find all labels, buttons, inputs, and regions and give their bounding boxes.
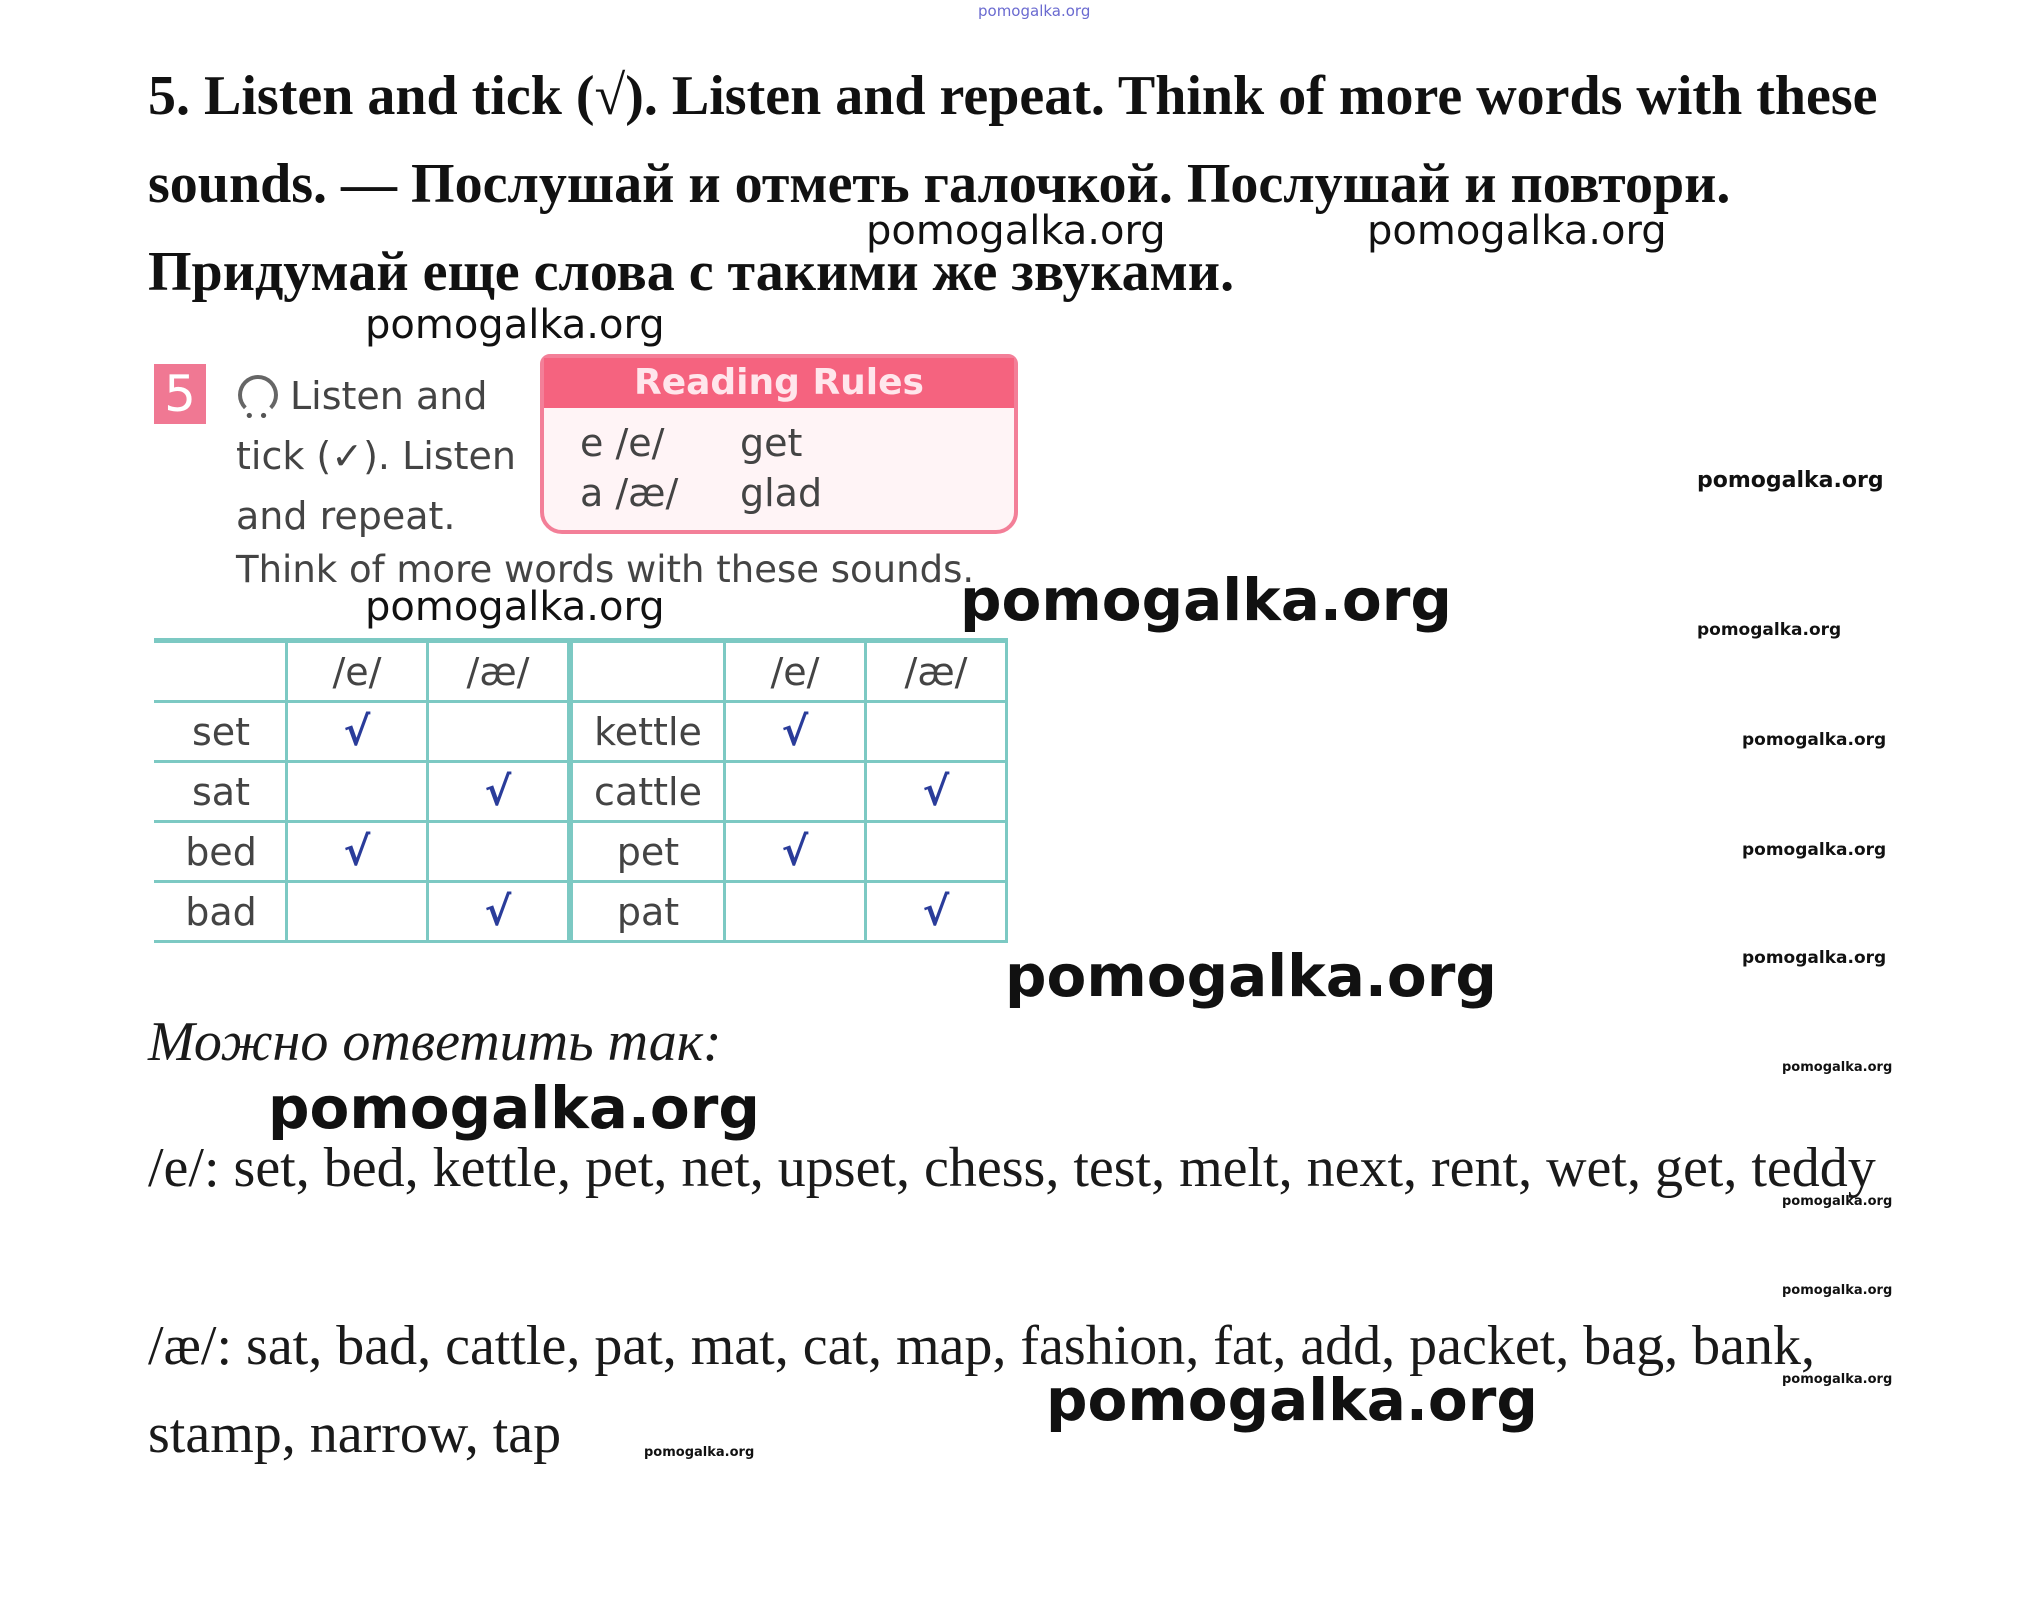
table-row (156, 702, 1007, 762)
tick-mark: √ (781, 828, 809, 875)
table-header: /e/ (725, 641, 866, 702)
instruction-line: tick (✓). Listen (236, 434, 516, 478)
answer-label: Можно ответить так: (148, 1011, 722, 1073)
word-cell: bad (156, 882, 287, 942)
instruction-line: Listen and (290, 374, 488, 418)
tick-cell-ae (866, 882, 1007, 942)
instruction-line: Think of more words with these sounds. (236, 548, 975, 591)
textbook-excerpt (150, 350, 1020, 950)
headphones-icon (236, 373, 276, 413)
table-header: /æ/ (428, 641, 571, 702)
watermark: pomogalka.org (1782, 1060, 1893, 1075)
word-cell: set (156, 702, 287, 762)
watermark: pomogalka.org (960, 566, 1452, 634)
tick-cell-ae (866, 822, 1007, 882)
watermark: pomogalka.org (1782, 1194, 1893, 1209)
phonics-table (154, 638, 1008, 943)
tick-cell-ae (428, 762, 571, 822)
tick-cell-e (287, 762, 428, 822)
tick-mark: √ (922, 888, 950, 935)
watermark: pomogalka.org (1782, 1372, 1893, 1387)
word-cell: cattle (570, 762, 725, 822)
watermark: pomogalka.org (365, 584, 665, 630)
answer-e-sound: /e/: set, bed, kettle, pet, net, upset, chess, test, melt, next, rent, wet, get, teddy (148, 1137, 1876, 1199)
tick-cell-e (725, 822, 866, 882)
tick-mark: √ (484, 888, 512, 935)
word-cell: pat (570, 882, 725, 942)
watermark: pomogalka.org (1697, 620, 1842, 640)
tick-cell-e (725, 702, 866, 762)
tick-mark: √ (484, 768, 512, 815)
tick-cell-ae (428, 822, 571, 882)
tick-cell-e (287, 822, 428, 882)
table-header: /æ/ (866, 641, 1007, 702)
tick-mark: √ (781, 708, 809, 755)
watermark: pomogalka.org (1005, 942, 1497, 1010)
table-row (156, 762, 1007, 822)
watermark: pomogalka.org (1782, 1283, 1893, 1298)
rule-example: get (740, 421, 803, 465)
tick-mark: √ (343, 708, 371, 755)
watermark: pomogalka.org (978, 2, 1091, 20)
watermark: pomogalka.org (1046, 1366, 1538, 1434)
watermark: pomogalka.org (1742, 730, 1887, 750)
table-header: /e/ (287, 641, 428, 702)
word-cell: pet (570, 822, 725, 882)
reading-rules-box (540, 354, 1018, 534)
watermark: pomogalka.org (365, 302, 665, 348)
tick-cell-ae (428, 882, 571, 942)
tick-cell-ae (428, 702, 571, 762)
word-cell: sat (156, 762, 287, 822)
reading-rule (544, 418, 1014, 468)
watermark: pomogalka.org (644, 1445, 755, 1460)
rule-sound: a /æ/ (580, 471, 679, 515)
watermark: pomogalka.org (1697, 468, 1884, 493)
tick-mark: √ (922, 768, 950, 815)
tick-cell-e (287, 882, 428, 942)
reading-rules-title: Reading Rules (544, 358, 1014, 408)
watermark: pomogalka.org (268, 1074, 760, 1142)
exercise-number: 5 (154, 364, 206, 424)
tick-mark: √ (343, 828, 371, 875)
word-cell: bed (156, 822, 287, 882)
watermark: pomogalka.org (1367, 208, 1667, 254)
watermark: pomogalka.org (1742, 840, 1887, 860)
table-row (156, 882, 1007, 942)
word-cell: kettle (570, 702, 725, 762)
reading-rule (544, 468, 1014, 518)
table-row (156, 822, 1007, 882)
tick-cell-e (287, 702, 428, 762)
answer-ae-sound: /æ/: sat, bad, cattle, pat, mat, cat, map, fashion, fat, add, packet, bag, bank, stamp, narrow, tap (148, 1315, 1816, 1465)
watermark: pomogalka.org (1742, 948, 1887, 968)
exercise-heading: 5. Listen and tick (√). Listen and repeat. Think of more words with these sounds. — Послушай и отметь галочкой. Послушай и повтори. Придумай еще слова с такими же звуками. (148, 65, 1878, 303)
tick-cell-ae (866, 762, 1007, 822)
tick-cell-ae (866, 702, 1007, 762)
rule-example: glad (740, 471, 823, 515)
rule-sound: e /e/ (580, 421, 665, 465)
table-header (156, 641, 287, 702)
table-header (570, 641, 725, 702)
table-header-row (156, 641, 1007, 702)
watermark: pomogalka.org (866, 208, 1166, 254)
tick-cell-e (725, 882, 866, 942)
tick-cell-e (725, 762, 866, 822)
instruction-line: and repeat. (236, 494, 456, 538)
instruction (236, 366, 516, 546)
